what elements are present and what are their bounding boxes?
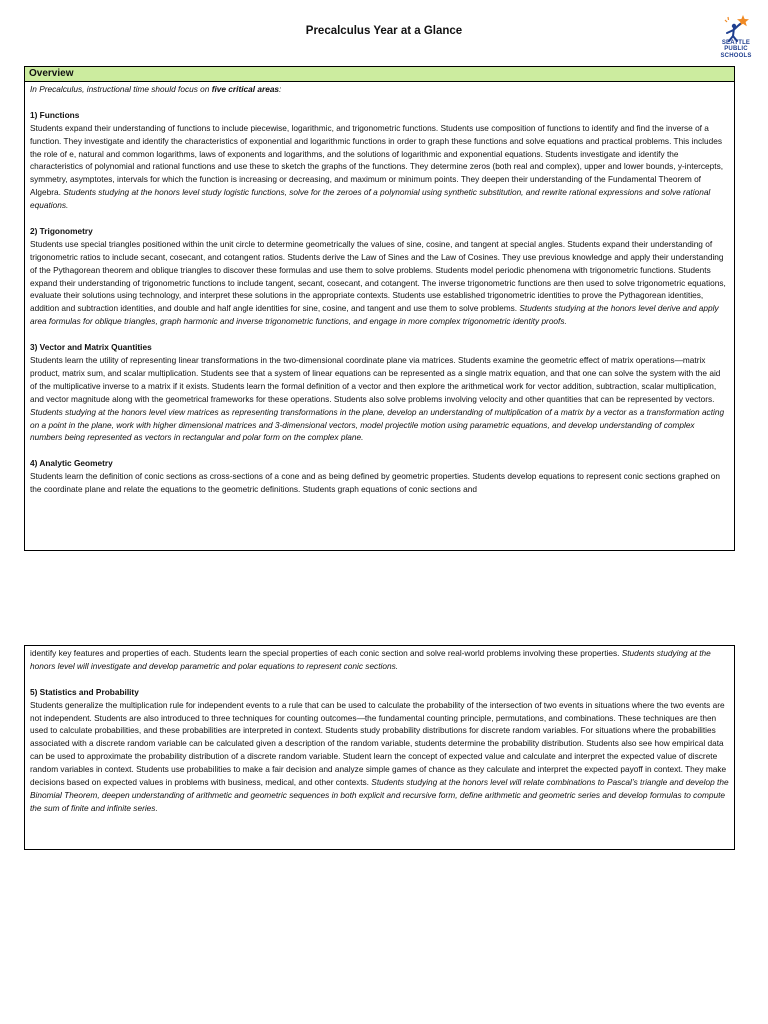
continuation-content	[25, 646, 734, 847]
section-heading-vectors: 3) Vector and Matrix Quantities	[30, 342, 152, 353]
section-body-trigonometry: Students use special triangles positioned within the unit circle to determine geometrically the values of sine, cosine, and tangent at special angles. Students expand their understanding of trigonometric ratios to include secant, cosecant, and cotangent ratios. Students derive the Law of Sines and the Law of Cosines. They use previous knowledge and apply their understanding of the Pythagorean theorem and oblique triangles to discover these formulas and use them to solve problems. Students model periodic phenomena with trigonometric functions. Students expand their understanding of trigonometric functions to include tangent, secant, cosecant, and cotangent. The inverse trigonometric functions are then used to solve trigonometric equations, evaluate their solutions using technology, and interpret these solutions in the appropriate contexts. Students use established trigonometric identities to prove the Pythagorean identities, addition and subtraction identities, and double and half angle identities for sine, cosine, and tangent and use them to solve problems. Students studying at the honors level derive and apply area formulas for oblique triangles, graph harmonic and inverse trigonometric functions, and engage in more complex trigonometric identity proofs.	[30, 238, 726, 327]
logo-text: SEATTLE PUBLIC SCHOOLS	[720, 40, 752, 59]
section-body-analytic-geometry: Students learn the definition of conic sections as cross-sections of a cone and as being defined by geometric properties. Students develop equations to represent conic sections graphed on the coordinate plane and relate the equations to the geometric definitions. Students graph equations of conic sections and	[30, 471, 720, 495]
page-title: Precalculus Year at a Glance	[305, 25, 463, 37]
overview-header: Overview	[25, 67, 734, 82]
overview-content	[25, 82, 734, 551]
section-body-analytic-geometry-continued: identify key features and properties of each. Students learn the special properties of each conic section and solve real-world problems involving these properties. Students studying at the honors level will investigate and develop parametric and polar equations to represent conic sections.	[30, 648, 711, 671]
section-body-statistics: Students generalize the multiplication rule for independent events to a rule that can be used to calculate the probability of the intersection of two events in situations where the two events are not independent. Students are also introduced to three techniques for counting outcomes—the fundamental counting principle, permutations, and combinations. These techniques are then used to calculate probabilities, and these probabilities are interpreted in context. Students study probability distributions for discrete random variables. For situations where the probabilities associated with a discrete random variable can be calculated given a description of the random variable, students determine the probability distribution. Students also see how empirical data can be used to approximate the probability distribution of a discrete random variable. Student learn the concept of expected value and calculate and interpret the expected value of discrete random variables in context. Students use probabilities to make a fair decision and analyze simple games of chance as they calculate and interpret the expected payoff in context. They make decisions based on expected values in problems with business, medical, and other contexts. Students studying at the honors level will relate combinations to Pascal’s triangle and develop the Binomial Theorem, deepen understanding of arithmetic and geometric sequences in both explicit and recursive form, define arithmetic and geometric series and develop formulas to compute the sum of finite and infinite series.	[30, 699, 729, 813]
section-body-vectors: Students learn the utility of representing linear transformations in the two-dimensional coordinate plane via matrices. Students examine the geometric effect of matrix operations—matrix product, matrix sum, and scalar multiplication. Students see that a system of linear equations can be represented as a single matrix equation, and that one can solve the system with the aid of the multiplicative inverse to a matrix if it exists. Students learn the formal definition of a vector and then explore the arithmetical work for vector addition, subtraction, scalar multiplication, and vector magnitude along with the geometrical frameworks for these operations. Students also solve problems involving velocity and other quantities that can be represented by vectors. Students studying at the honors level view matrices as representing transformations in the plane, develop an understanding of multiplication of a matrix by a vector as a transformation acting on a point in the plane, work with higher dimensional matrices and 3-dimensional vectors, model projectile motion using parametric equations, and develop understanding of complex numbers being represented as vectors in rectangular and polar form on the complex plane.	[30, 354, 725, 443]
overview-panel	[24, 66, 735, 551]
seattle-public-schools-logo	[716, 14, 756, 66]
intro-text: In Precalculus, instructional time should focus on five critical areas:	[30, 84, 282, 94]
section-heading-functions: 1) Functions	[30, 109, 80, 120]
star-figure-icon	[716, 14, 756, 42]
continuation-panel	[24, 645, 735, 850]
section-heading-statistics: 5) Statistics and Probability	[30, 686, 139, 697]
section-body-functions: Students expand their understanding of functions to include piecewise, logarithmic, and trigonometric functions. Students use composition of functions to identify and find the inverse of a function. They investigate and identify the characteristics of exponential and logarithmic functions in order to graph these functions and solve equations and practical problems. This includes the role of e, natural and common logarithms, laws of exponents and logarithms, and the solutions of logarithmic and exponential equations. Students investigate and identify the characteristics of polynomial and rational functions and use these to sketch the graphs of the functions. They determine zeros (both real and complex), upper and lower bounds, y-intercepts, symmetry, asymptotes, intervals for which the function is increasing or decreasing, and maximum or minimum points. They deepen their understanding of the Fundamental Theorem of Algebra. Students studying at the honors level study logistic functions, solve for the zeroes of a polynomial using synthetic substitution, and rewrite rational expressions and solve rational equations.	[30, 122, 724, 211]
section-heading-trigonometry: 2) Trigonometry	[30, 225, 93, 236]
section-heading-analytic-geometry: 4) Analytic Geometry	[30, 458, 113, 469]
